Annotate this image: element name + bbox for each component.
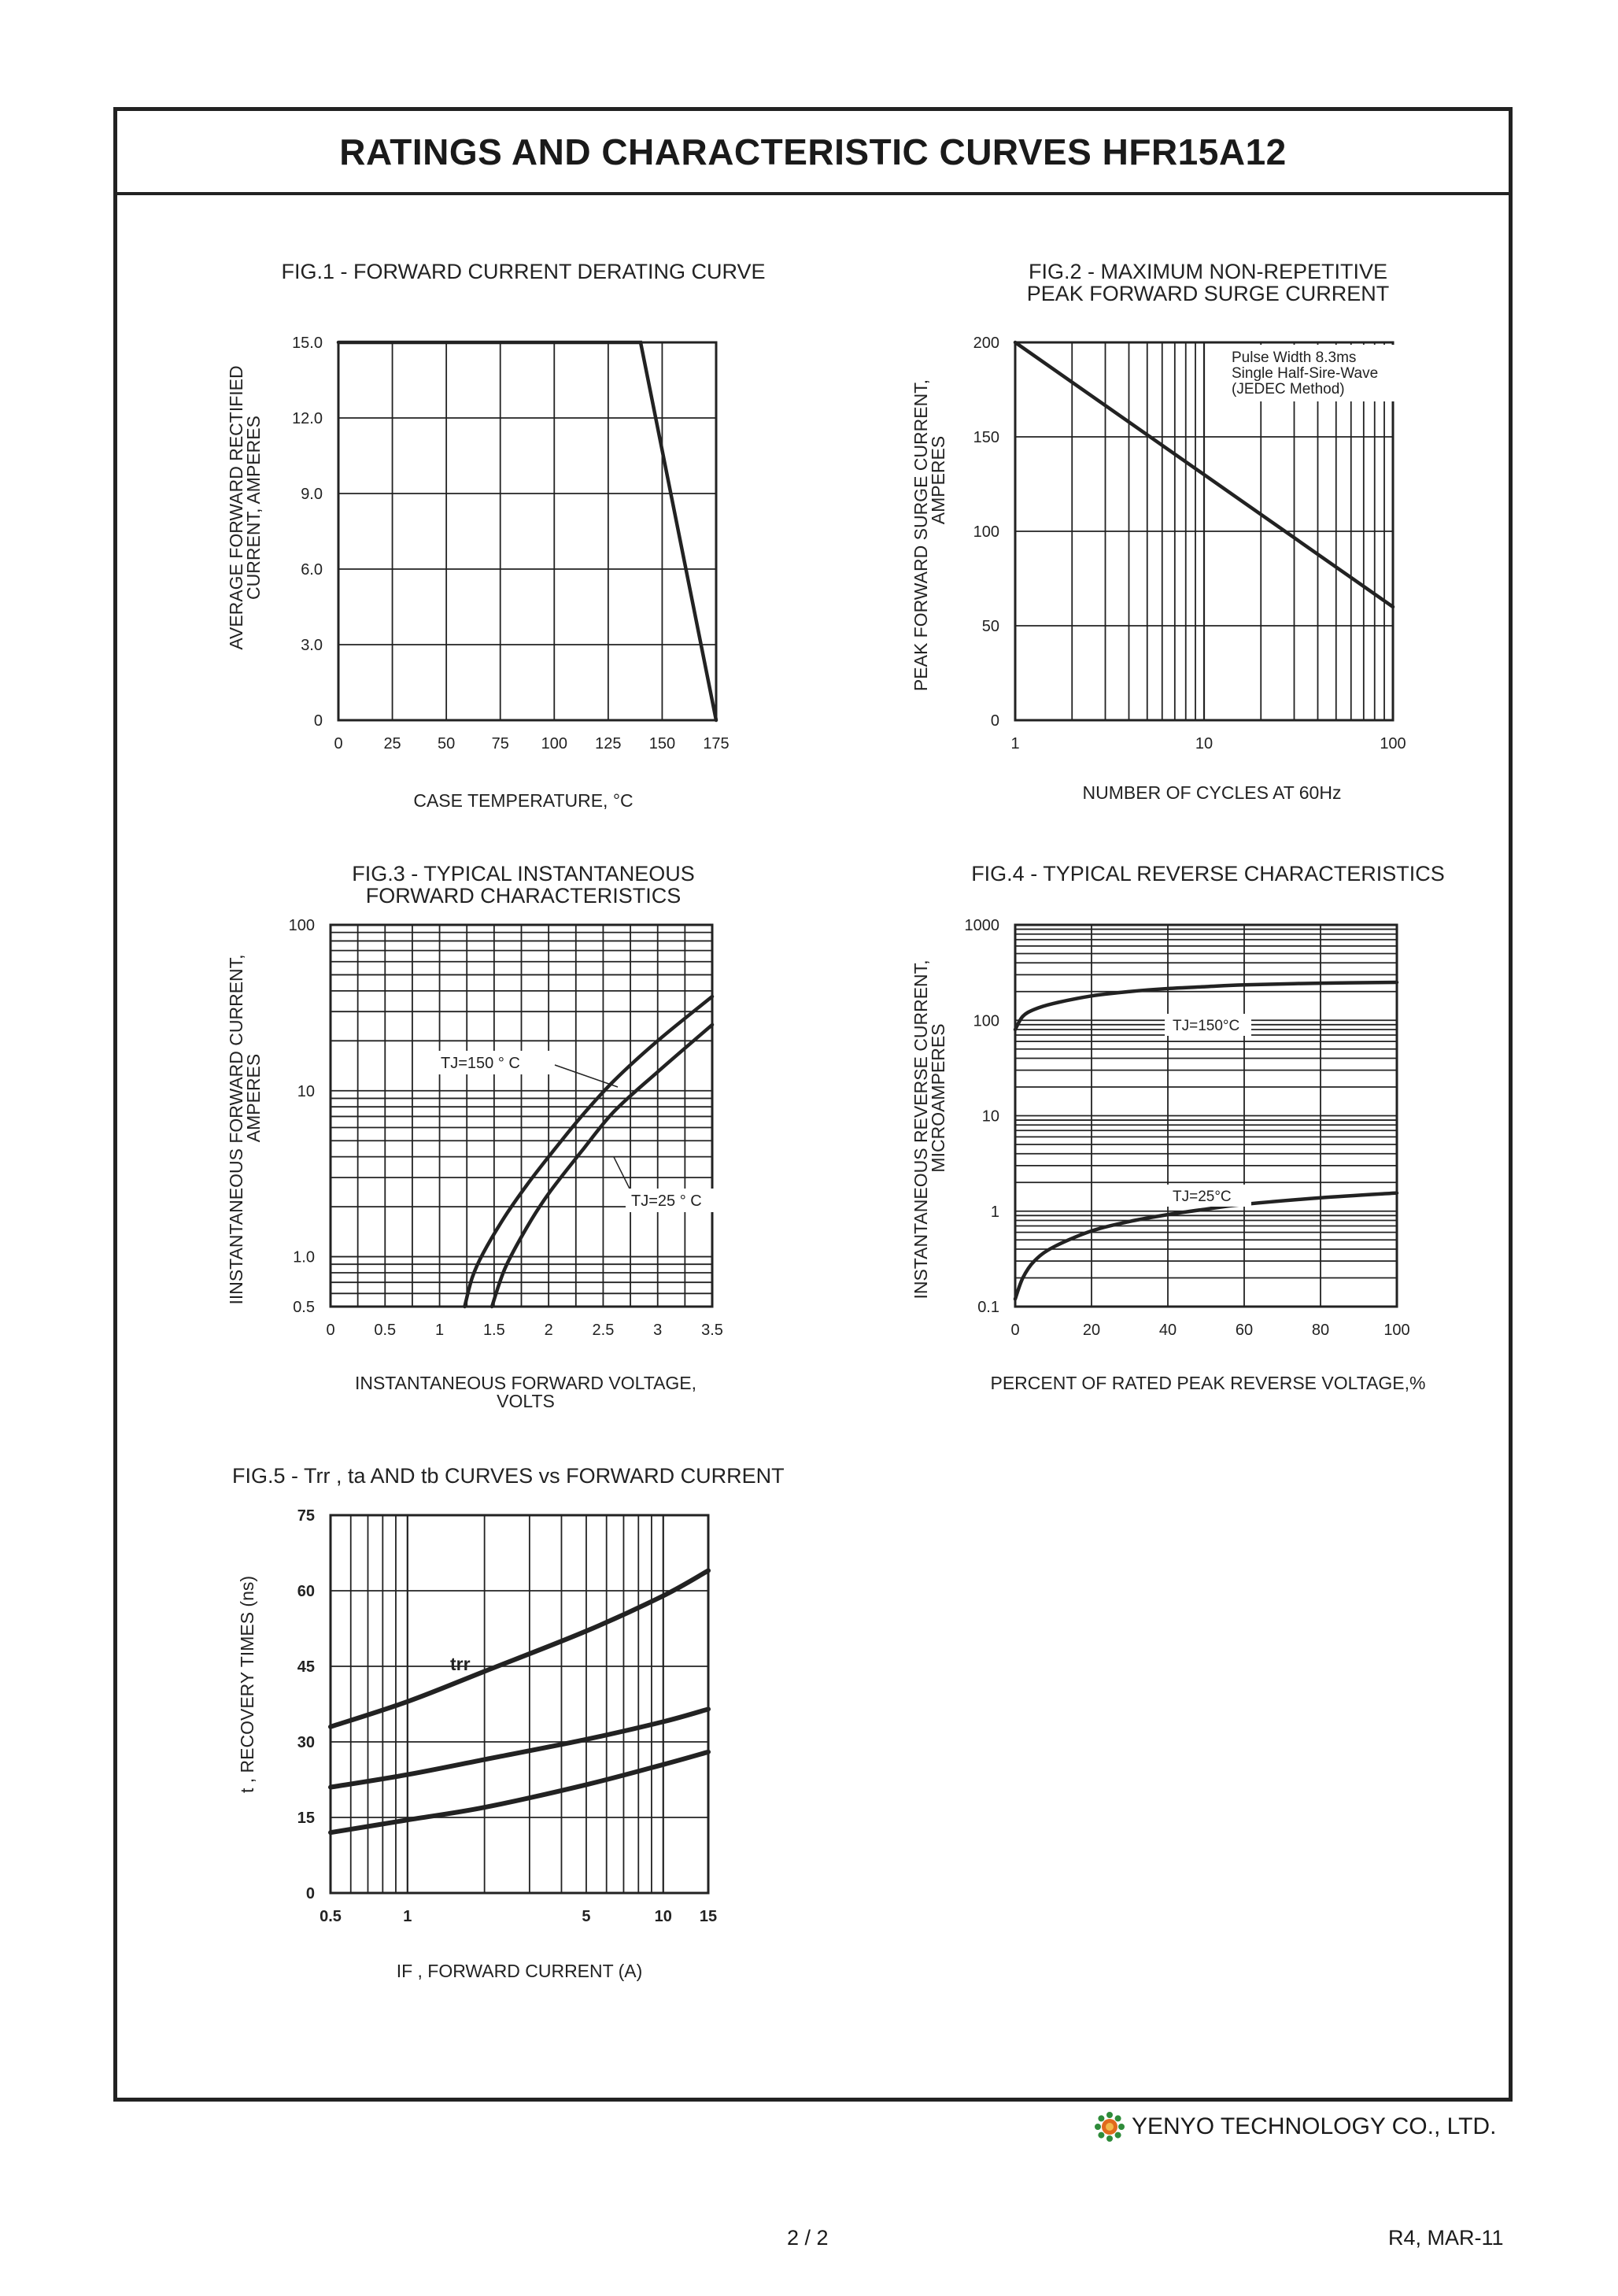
fig3-ytick-0: 0.5 <box>293 1299 315 1316</box>
fig4-labels <box>1165 1014 1251 1207</box>
fig1-xtick-7: 175 <box>703 735 730 752</box>
fig2-ytick-1: 50 <box>981 618 999 635</box>
fig3-label-150: TJ=150 ° C <box>441 1055 520 1072</box>
fig1-series-0 <box>338 342 716 720</box>
fig3-xtick-5: 2.5 <box>592 1322 615 1339</box>
fig4-xtick-0: 0 <box>1010 1322 1020 1339</box>
fig5-xtick-2: 5 <box>582 1908 591 1925</box>
fig2-xlabel: NUMBER OF CYCLES AT 60Hz <box>1082 782 1342 803</box>
fig5-ylabel: t , RECOVERY TIMES (ns) <box>237 1575 257 1794</box>
fig2-ylabel <box>911 379 948 691</box>
fig5-xlabel: IF , FORWARD CURRENT (A) <box>396 1961 643 1981</box>
fig1-plot-frame <box>338 342 716 720</box>
fig5-ytick-4: 60 <box>297 1583 315 1600</box>
fig5-ytick-1: 15 <box>297 1810 315 1827</box>
fig1-ytick-4: 12.0 <box>292 410 323 427</box>
company-footer <box>1094 2111 1496 2143</box>
fig3-title-line1: FIG.3 - TYPICAL INSTANTANEOUS <box>352 862 695 885</box>
fig1-xtick-0: 0 <box>334 735 343 752</box>
fig3-xlabel-line1: INSTANTANEOUS FORWARD VOLTAGE, <box>354 1373 697 1393</box>
fig3-ytick-3: 100 <box>288 917 315 934</box>
fig3-xtick-3: 1.5 <box>482 1322 505 1339</box>
fig2-annotation-line3: (JEDEC Method) <box>1232 381 1345 397</box>
fig5-xtick-0: 0.5 <box>320 1908 342 1925</box>
fig1-ylabel <box>226 365 264 649</box>
fig5-ytick-0: 0 <box>305 1885 315 1902</box>
fig2-ytick-4: 200 <box>973 335 999 352</box>
fig4-ticks <box>965 917 1410 1339</box>
fig4-ytick-0: 0.1 <box>977 1299 999 1316</box>
fig4-series-1 <box>1015 1193 1397 1300</box>
fig5-xtick-1: 1 <box>403 1908 412 1925</box>
fig4-ytick-2: 10 <box>981 1107 999 1126</box>
fig3-xlabel-line2: VOLTS <box>497 1391 555 1411</box>
fig3-xtick-7: 3.5 <box>701 1322 723 1339</box>
fig4-ylabel <box>911 959 948 1299</box>
fig1-xtick-3: 75 <box>491 735 509 752</box>
fig1-xlabel: CASE TEMPERATURE, °C <box>413 790 634 811</box>
fig4-xlabel: PERCENT OF RATED PEAK REVERSE VOLTAGE,% <box>990 1373 1426 1393</box>
fig3-ylabel-line2: AMPERES <box>243 1053 264 1143</box>
fig2-annotation-line2: Single Half-Sire-Wave <box>1232 365 1379 382</box>
fig1-ytick-0: 0 <box>313 712 323 730</box>
fig1-chart <box>220 252 771 819</box>
fig3-xtick-4: 2 <box>544 1322 553 1339</box>
fig4-ylabel-line1: INSTANTANEOUS REVERSE CURRENT, <box>911 959 931 1300</box>
fig1-grid <box>338 342 716 720</box>
fig1-xtick-1: 25 <box>383 735 401 752</box>
fig2-title-line2: PEAK FORWARD SURGE CURRENT <box>1026 282 1390 305</box>
fig3-leader-150 <box>555 1065 618 1087</box>
fig1-ytick-2: 6.0 <box>301 561 323 579</box>
fig3-xtick-6: 3 <box>653 1322 663 1339</box>
fig2-xtick-0: 1 <box>1010 735 1020 752</box>
fig3-ytick-1: 1.0 <box>293 1248 315 1266</box>
fig4-xtick-2: 40 <box>1158 1322 1177 1339</box>
revision-label: R4, MAR-11 <box>1388 2226 1504 2250</box>
fig5-title: FIG.5 - Trr , ta AND tb CURVES vs FORWARD CURRENT <box>232 1464 785 1488</box>
fig4-xtick-5: 100 <box>1383 1322 1410 1339</box>
fig2-ytick-2: 100 <box>973 523 999 541</box>
fig5-grid <box>331 1515 708 1893</box>
fig5-chart <box>220 1448 818 2015</box>
fig2-ylabel-line2: AMPERES <box>928 435 948 525</box>
fig4-chart <box>905 854 1456 1421</box>
fig3-grid <box>331 925 712 1307</box>
fig3-title-line2: FORWARD CHARACTERISTICS <box>365 884 682 908</box>
title-bar <box>117 111 1509 195</box>
fig3-xtick-1: 0.5 <box>374 1322 397 1339</box>
fig4-xtick-3: 60 <box>1235 1322 1254 1339</box>
fig5-ytick-5: 75 <box>297 1507 315 1525</box>
fig2-chart <box>905 252 1456 819</box>
fig4-ylabel-line2: MICROAMPERES <box>928 1023 948 1173</box>
fig1-ytick-5: 15.0 <box>292 335 323 352</box>
fig1-ytick-3: 9.0 <box>301 486 323 503</box>
fig3-series-0 <box>464 996 712 1307</box>
fig3-label-25: TJ=25 ° C <box>631 1192 702 1210</box>
fig3-xtick-2: 1 <box>435 1322 445 1339</box>
fig1-xtick-5: 125 <box>595 735 622 752</box>
fig4-title: FIG.4 - TYPICAL REVERSE CHARACTERISTICS <box>971 862 1445 885</box>
fig3-series <box>464 996 712 1307</box>
fig5-label-trr: trr <box>450 1654 471 1674</box>
fig3-leader-25 <box>614 1157 630 1189</box>
fig3-ylabel-line1: IINSTANTANEOUS FORWARD CURRENT, <box>226 954 246 1305</box>
fig1-ticks <box>292 335 730 752</box>
fig4-xtick-1: 20 <box>1082 1322 1101 1339</box>
page-number: 2 / 2 <box>787 2226 829 2250</box>
page-title: RATINGS AND CHARACTERISTIC CURVES HFR15A12 <box>339 131 1287 172</box>
fig4-ytick-3: 100 <box>973 1012 999 1030</box>
fig3-ytick-2: 10 <box>297 1082 315 1100</box>
fig4-ytick-1: 1 <box>990 1203 999 1221</box>
fig4-xtick-4: 80 <box>1311 1322 1330 1339</box>
fig2-ylabel-line1: PEAK FORWARD SURGE CURRENT, <box>911 379 931 692</box>
fig4-label-25: TJ=25°C <box>1173 1189 1232 1205</box>
fig2-annotation-line1: Pulse Width 8.3ms <box>1232 349 1357 366</box>
fig2-title-line1: FIG.2 - MAXIMUM NON-REPETITIVE <box>1028 260 1388 283</box>
fig1-ylabel-line1: AVERAGE FORWARD RECTIFIED <box>226 365 246 650</box>
fig1-xtick-6: 150 <box>648 735 676 752</box>
fig2-xtick-2: 100 <box>1380 735 1406 752</box>
fig5-xtick-4: 15 <box>699 1908 718 1925</box>
fig5-ytick-3: 45 <box>297 1658 315 1676</box>
fig2-ytick-3: 150 <box>973 429 999 446</box>
fig3-ylabel <box>226 954 264 1304</box>
fig4-ytick-4: 1000 <box>964 917 999 934</box>
fig1-title: FIG.1 - FORWARD CURRENT DERATING CURVE <box>281 260 766 283</box>
fig4-label-150: TJ=150°C <box>1173 1018 1240 1034</box>
fig1-ylabel-line2: CURRENT, AMPERES <box>243 416 264 600</box>
fig5-xtick-3: 10 <box>654 1908 672 1925</box>
company-name: YENYO TECHNOLOGY CO., LTD. <box>1132 2113 1497 2139</box>
company-logo-icon <box>1094 2111 1125 2143</box>
fig1-xtick-2: 50 <box>438 735 456 752</box>
fig1-ytick-1: 3.0 <box>301 637 323 654</box>
fig5-ytick-2: 30 <box>297 1734 315 1751</box>
fig2-annotation <box>1224 345 1413 401</box>
fig2-xtick-1: 10 <box>1195 735 1214 752</box>
fig2-ytick-0: 0 <box>990 712 999 730</box>
fig1-xtick-4: 100 <box>541 735 567 752</box>
fig1-series <box>338 342 716 720</box>
fig3-xtick-0: 0 <box>326 1322 335 1339</box>
fig3-chart <box>220 854 771 1421</box>
